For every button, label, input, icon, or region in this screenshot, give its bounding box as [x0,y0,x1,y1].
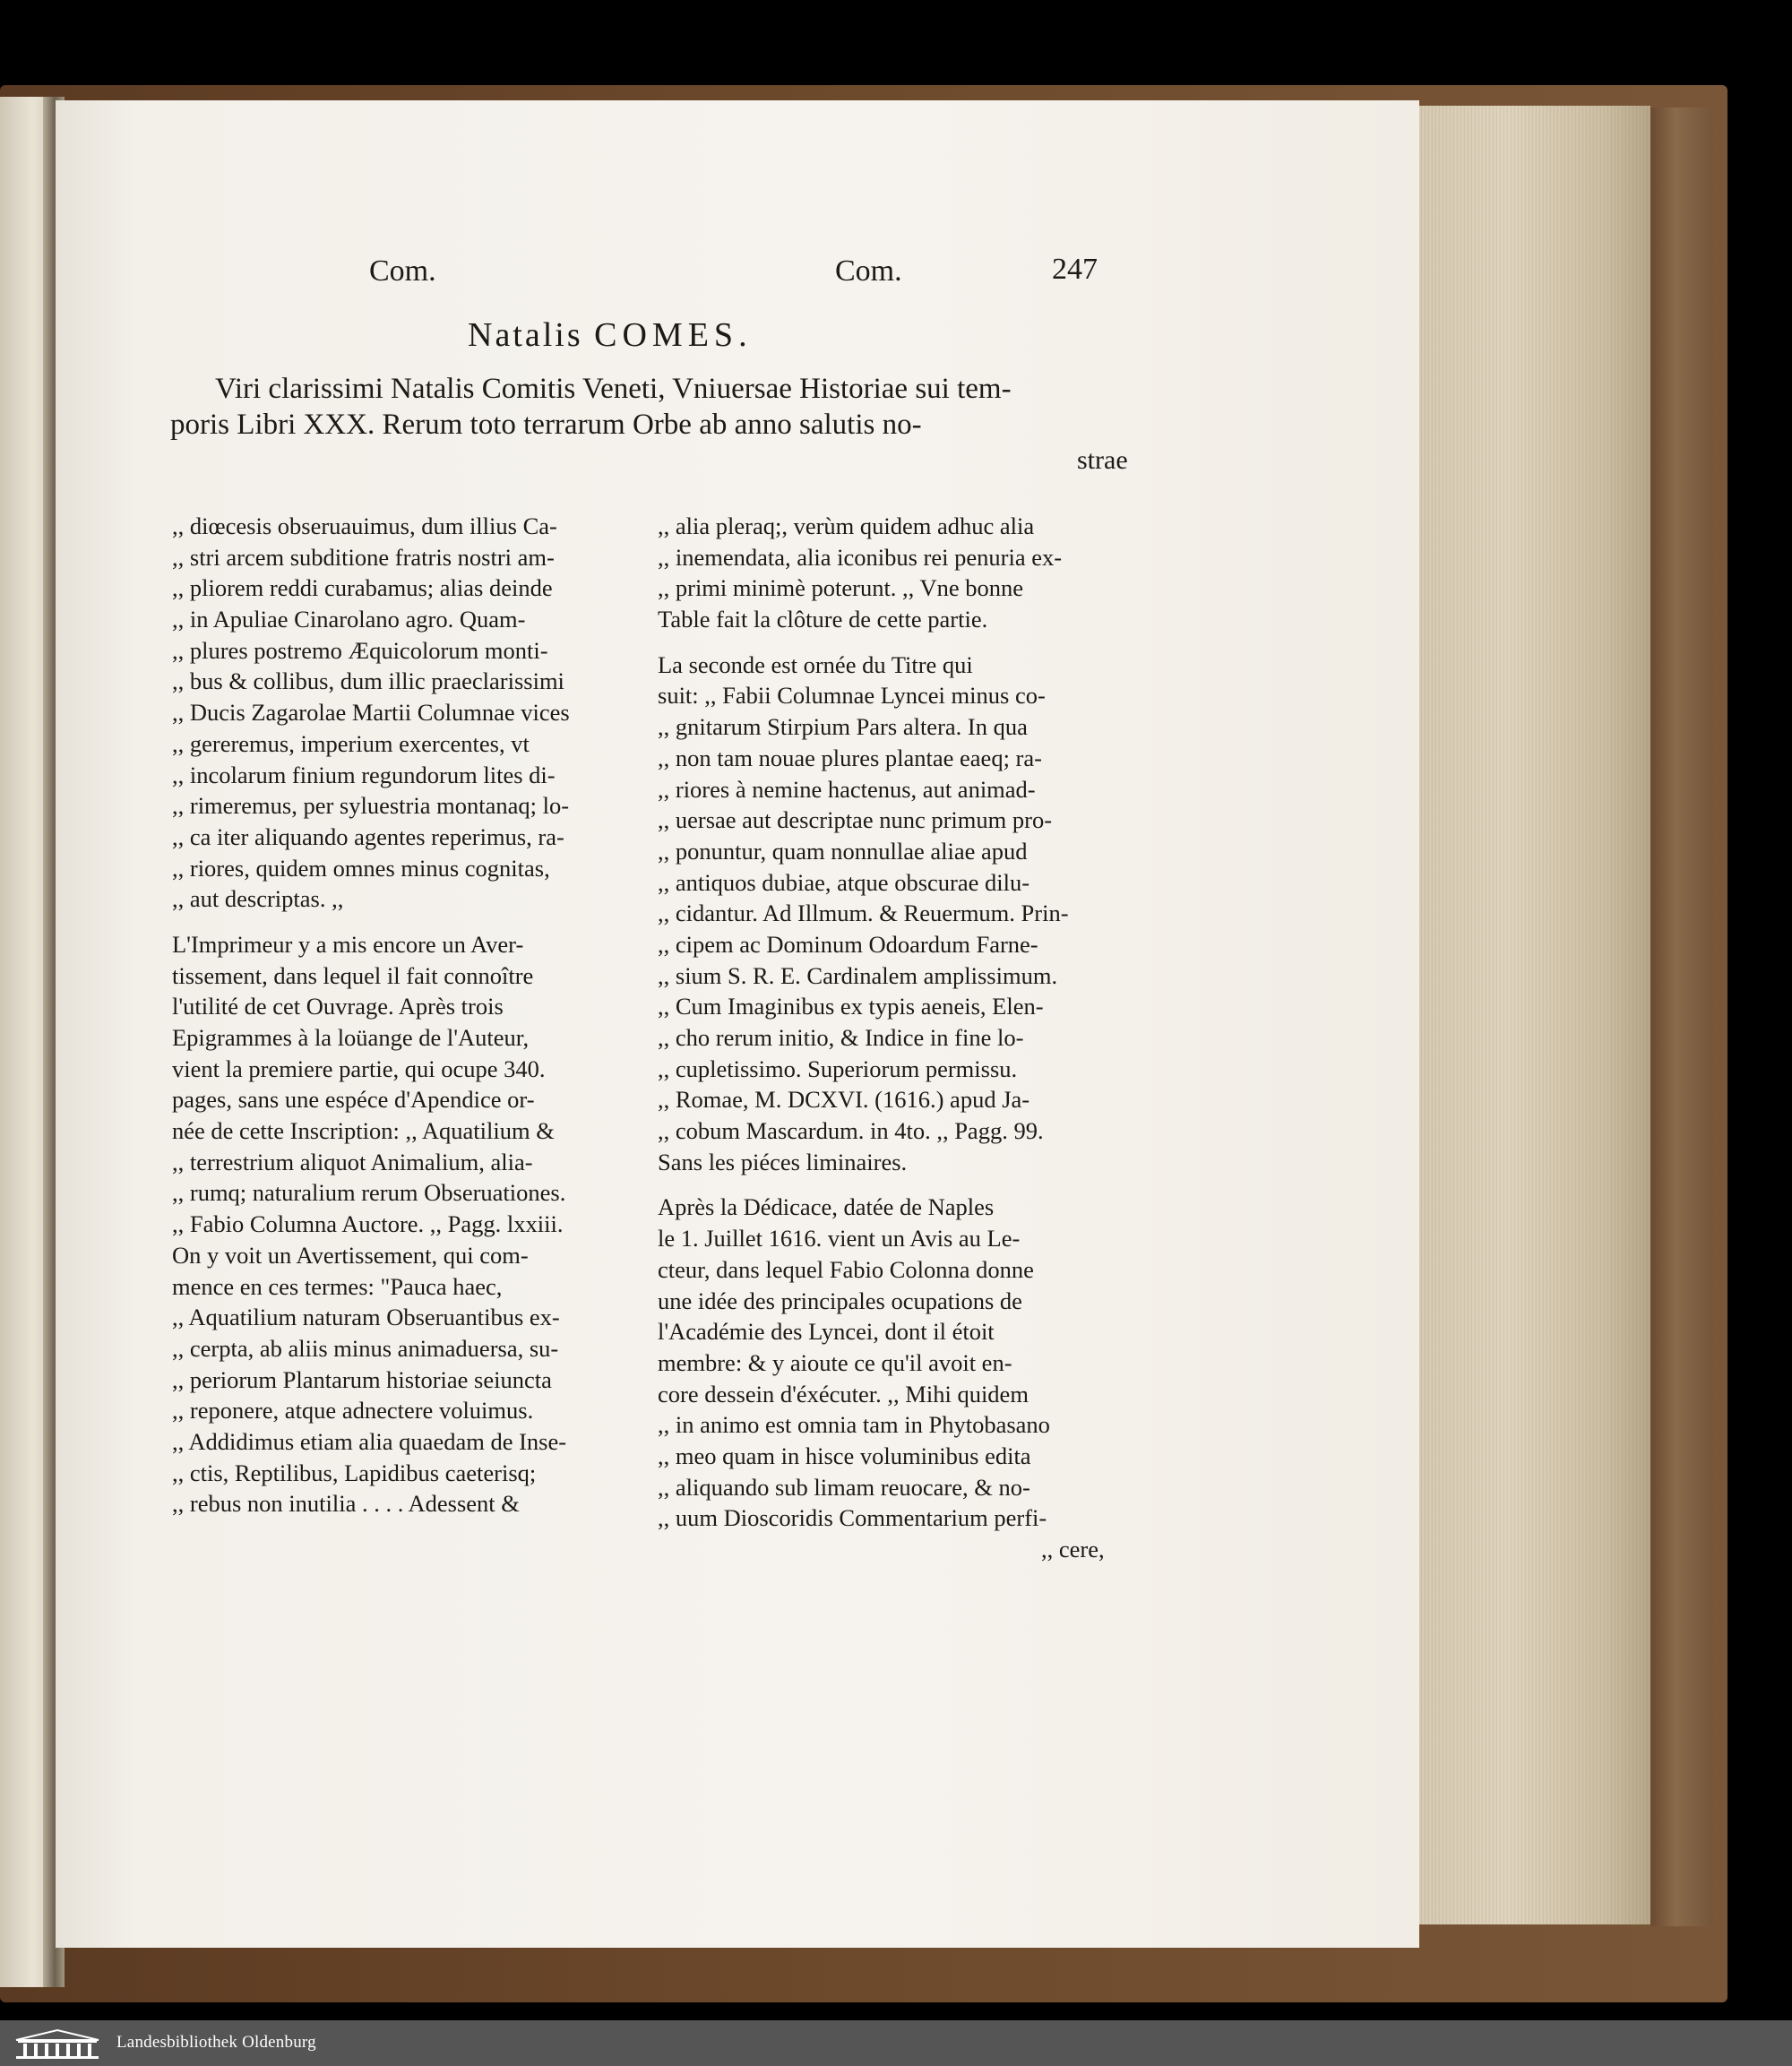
text-line: La seconde est ornée du Titre qui [658,650,973,678]
text-line: Après la Dédicace, datée de Naples [658,1193,995,1221]
text-line: vient la premiere partie, qui ocupe 340. [172,1055,546,1082]
text-line: ,, gereremus, imperium exercentes, vt [172,729,530,757]
running-head-center: Com. [835,254,902,288]
running-head-left: Com. [369,254,436,288]
entry-title [468,315,753,355]
text-line: ,, diœcesis obseruauimus, dum illius Ca- [172,512,557,539]
page-fore-edge [1414,106,1650,1924]
text-line: ,, uum Dioscoridis Commentarium perfi- [658,1504,1047,1532]
text-line: ,, periorum Plantarum historiae seiuncta [172,1365,552,1393]
text-line: Epigrammes à la loüange de l'Auteur, [172,1024,530,1051]
text-line: ,, antiquos dubiae, atque obscurae dilu- [658,868,1030,896]
text-line: ,, Romae, M. DCXVI. (1616.) apud Ja- [658,1086,1030,1114]
text-line: ,, aliquando sub limam reuocare, & no- [658,1473,1030,1501]
text-line: Sans les piéces liminaires. [658,1148,908,1175]
text-line: ,, ponuntur, quam nonnullae aliae apud [658,837,1028,865]
text-line: ,, cerpta, ab aliis minus animaduersa, su- [172,1334,559,1362]
book-page [56,100,1419,1948]
text-line: ,, primi minimè poterunt. ,, Vne bonne [658,574,1023,602]
text-line: ,, rimeremus, per syluestria montanaq; lo- [172,792,570,820]
entry-title-second: COMES. [594,316,753,354]
text-line: ,, aut descriptas. ,, [172,885,344,913]
text-line: ,, riores à nemine hactenus, aut animad- [658,775,1036,803]
page-number: 247 [1052,253,1098,286]
text-line: née de cette Inscription: ,, Aquatilium & [172,1117,555,1145]
text-line: ,, riores, quidem omnes minus cognitas, [172,854,550,882]
text-line: ,, Aquatilium naturam Obseruantibus ex- [172,1304,560,1331]
text-line: l'Académie des Lyncei, dont il étoit [658,1318,995,1346]
text-line: ,, meo quam in hisce voluminibus edita [658,1442,1031,1469]
text-line: ,, in animo est omnia tam in Phytobasano [658,1411,1050,1439]
text-line: ,, rumq; naturalium rerum Obseruationes. [172,1179,566,1207]
text-line: membre: & y aioute ce qu'il avoit en- [658,1348,1012,1376]
text-line: ,, cobum Mascardum. in 4to. ,, Pagg. 99. [658,1117,1044,1145]
text-line: ,, Fabio Columna Auctore. ,, Pagg. lxxiii. [172,1210,564,1238]
text-line: mence en ces termes: "Pauca haec, [172,1272,503,1300]
text-line [172,915,570,929]
text-line: ,, plures postremo Æquicolorum monti- [172,636,548,664]
text-line: suit: ,, Fabii Columnae Lyncei minus co- [658,682,1046,710]
text-line: l'utilité de cet Ouvrage. Après trois [172,993,504,1020]
right-column [658,511,1069,1534]
footer-bar [0,2020,1792,2066]
text-line: tissement, dans lequel il fait connoître [172,961,534,989]
text-line [658,635,1069,650]
text-line: ,, cidantur. Ad Illmum. & Reuermum. Prin- [658,900,1069,927]
text-line: ,, cupletissimo. Superiorum permissu. [658,1055,1018,1082]
text-line: L'Imprimeur y a mis encore un Aver- [172,930,524,958]
text-line: ,, in Apuliae Cinarolano agro. Quam- [172,606,526,633]
text-line: core dessein d'éxécuter. ,, Mihi quidem [658,1380,1029,1407]
text-line: On y voit un Avertissement, qui com- [172,1241,529,1269]
text-line: ,, inemendata, alia iconibus rei penuria ex- [658,543,1063,571]
text-line: ,, alia pleraq;, verùm quidem adhuc alia [658,512,1035,539]
text-line: ,, stri arcem subditione fratris nostri am- [172,543,555,571]
text-line: ,, Addidimus etiam alia quaedam de Inse- [172,1427,567,1455]
text-line: cteur, dans lequel Fabio Colonna donne [658,1255,1034,1283]
text-line: ,, cho rerum initio, & Indice in fine lo- [658,1024,1024,1051]
cover-right-edge [1650,108,1713,1926]
text-line: ,, ctis, Reptilibus, Lapidibus caeterisq; [172,1459,537,1486]
text-line: pages, sans une espéce d'Apendice or- [172,1086,535,1114]
text-line: ,, Cum Imaginibus ex typis aeneis, Elen- [658,993,1044,1020]
text-line [658,1177,1069,1192]
text-line: le 1. Juillet 1616. vient un Avis au Le- [658,1225,1021,1253]
text-line: ,, reponere, atque adnectere voluimus. [172,1397,534,1425]
text-line: ,, sium S. R. E. Cardinalem amplissimum. [658,961,1058,989]
text-line: ,, pliorem reddi curabamus; alias deinde [172,574,553,602]
text-line: ,, Ducis Zagarolae Martii Columnae vices [172,699,570,727]
intro-line: Viri clarissimi Natalis Comitis Veneti, Vniuersae Historiae sui tem- [215,373,1012,405]
bottom-catchword: ,, cere, [1041,1536,1105,1562]
library-building-icon [13,2027,102,2060]
text-line: ,, terrestrium aliquot Animalium, alia- [172,1148,533,1175]
intro-paragraph [170,371,1128,478]
text-line: ,, incolarum finium regundorum lites di- [172,761,556,788]
intro-line: poris Libri XXX. Rerum toto terrarum Orbe ab anno salutis no- [170,409,922,441]
text-line: ,, uersae aut descriptae nunc primum pro- [658,806,1053,834]
text-line: ,, cipem ac Dominum Odoardum Farne- [658,930,1038,958]
catchword: strae [1077,445,1128,475]
text-line: ,, gnitarum Stirpium Pars altera. In qua [658,713,1028,741]
text-line: ,, bus & collibus, dum illic praeclarissimi [172,667,564,695]
text-line: Table fait la clôture de cette partie. [658,606,988,633]
text-line: une idée des principales ocupations de [658,1287,1022,1314]
text-line: ,, ca iter aliquando agentes reperimus, ra- [172,822,564,850]
text-line: ,, non tam nouae plures plantae eaeq; ra- [658,744,1042,771]
left-column [172,511,570,1519]
entry-title-first: Natalis [468,316,583,354]
text-line: ,, rebus non inutilia . . . . Adessent & [172,1490,520,1518]
library-name: Landesbibliothek Oldenburg [116,2033,316,2052]
